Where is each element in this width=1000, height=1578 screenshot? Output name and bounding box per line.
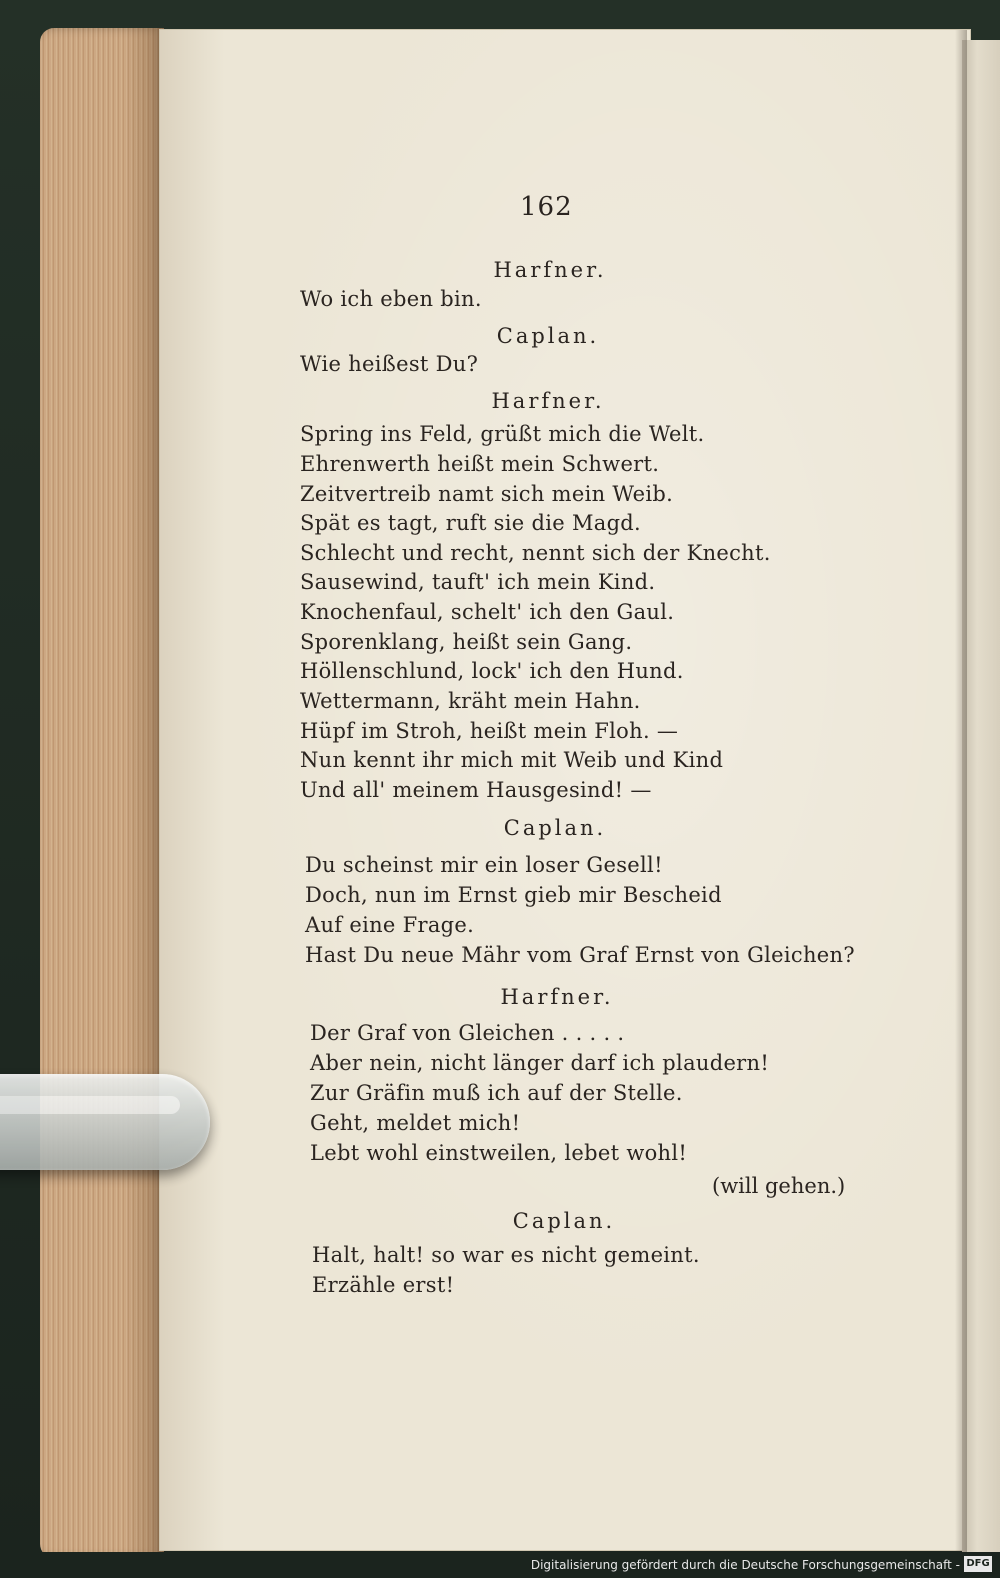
- verse-line: Nun kennt ihr mich mit Weib und Kind: [300, 748, 724, 772]
- speaker-heading: Caplan.: [512, 1209, 616, 1233]
- verse-line: Spring ins Feld, grüßt mich die Welt.: [300, 422, 705, 446]
- verse-line: Wettermann, kräht mein Hahn.: [300, 689, 641, 713]
- verse-line: Wie heißest Du?: [300, 352, 479, 376]
- verse-line: Halt, halt! so war es nicht gemeint.: [312, 1243, 700, 1267]
- verse-line: Spät es tagt, ruft sie die Magd.: [300, 511, 642, 535]
- speaker-heading: Harfner.: [493, 258, 607, 282]
- verse-line: Zeitvertreib namt sich mein Weib.: [300, 482, 674, 506]
- verse-line: Du scheinst mir ein loser Gesell!: [305, 853, 663, 877]
- verse-line: Sausewind, tauft' ich mein Kind.: [300, 570, 656, 594]
- digitization-credit: Digitalisierung gefördert durch die Deutsche Forschungsgemeinschaft -: [530, 1558, 960, 1572]
- verse-line: Hüpf im Stroh, heißt mein Floh. —: [300, 719, 679, 743]
- dfg-logo: DFG: [964, 1556, 992, 1572]
- verse-line: Hast Du neue Mähr vom Graf Ernst von Gleichen?: [305, 943, 855, 967]
- verse-line: Wo ich eben bin.: [300, 287, 482, 311]
- speaker-heading: Harfner.: [491, 389, 605, 413]
- page-number: 162: [520, 192, 573, 222]
- verse-line: Aber nein, nicht länger darf ich plaudern!: [310, 1051, 770, 1075]
- speaker-heading: Caplan.: [496, 324, 600, 348]
- verse-line: Der Graf von Gleichen . . . . .: [310, 1021, 625, 1045]
- verse-line: Auf eine Frage.: [305, 913, 475, 937]
- verse-line: Ehrenwerth heißt mein Schwert.: [300, 452, 660, 476]
- verse-line: Schlecht und recht, nennt sich der Knecht.: [300, 541, 771, 565]
- speaker-heading: Caplan.: [503, 816, 607, 840]
- verse-line: Doch, nun im Ernst gieb mir Bescheid: [305, 883, 722, 907]
- verse-line: Geht, meldet mich!: [310, 1111, 521, 1135]
- verse-line: Knochenfaul, schelt' ich den Gaul.: [300, 600, 675, 624]
- verse-line: Und all' meinem Hausgesind! —: [300, 778, 652, 802]
- verse-line: Lebt wohl einstweilen, lebet wohl!: [310, 1141, 688, 1165]
- verse-line: Zur Gräfin muß ich auf der Stelle.: [310, 1081, 683, 1105]
- verse-line: Sporenklang, heißt sein Gang.: [300, 630, 633, 654]
- speaker-heading: Harfner.: [500, 985, 614, 1009]
- page-clamp: [0, 1074, 210, 1170]
- verse-line: Erzähle erst!: [312, 1273, 455, 1297]
- stage-direction: (will gehen.): [712, 1174, 846, 1198]
- verse-line: Höllenschlund, lock' ich den Hund.: [300, 659, 684, 683]
